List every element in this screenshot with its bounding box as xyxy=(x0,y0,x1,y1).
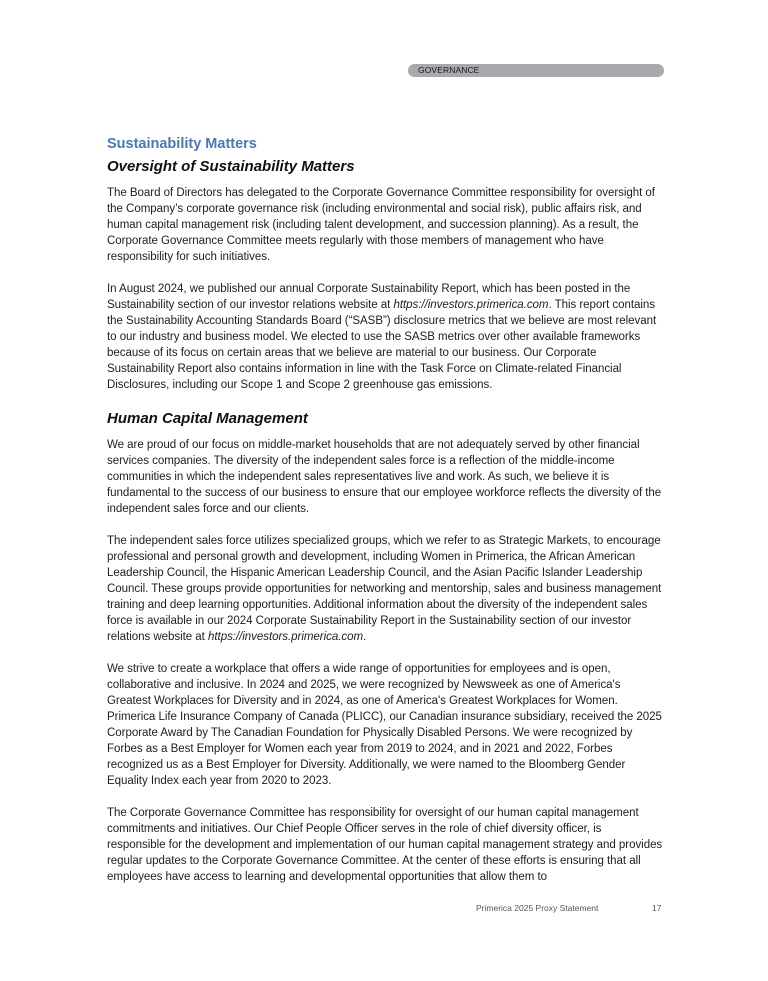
page-footer xyxy=(476,903,662,913)
page-number: 17 xyxy=(652,903,662,913)
paragraph: The Board of Directors has delegated to the Corporate Governance Committee responsibility for oversight of the Company’s corporate governance risk (including environmental and social risk), public affairs risk, and human capital management risk (including talent development, and succession planning). As a result, the Corporate Governance Committee meets regularly with those members of management who have responsibility for such initiatives. xyxy=(107,187,655,263)
paragraph: In August 2024, we published our annual Corporate Sustainability Report, which has been posted in the Sustainability section of our investor relations website at https://investors.primerica.com. This report contains the Sustainability Accounting Standards Board (“SASB”) disclosure metrics that we believe are most relevant to our industry and business model. We elected to use the SASB metrics over other available frameworks because of its focus on certain areas that we believe are material to our business. Our Corporate Sustainability Report also contains information in line with the Task Force on Climate-related Financial Disclosures, including our Scope 1 and Scope 2 greenhouse gas emissions. xyxy=(107,283,657,391)
subsection-title-oversight: Oversight of Sustainability Matters xyxy=(107,158,355,175)
section-tab-label: GOVERNANCE xyxy=(418,65,480,75)
paragraph: The independent sales force utilizes specialized groups, which we refer to as Strategic Markets, to encourage professional and personal growth and development, including Women in Primerica, the African American Leadership Council, the Hispanic American Leadership Council, and the Asian Pacific Islander Leadership Council. These groups provide opportunities for networking and mentorship, sales and business management training and deep learning opportunities. Additional information about the diversity of the independent sales force is available in our 2024 Corporate Sustainability Report in the Sustainability section of our investor relations website at https://investors.primerica.com. xyxy=(107,535,662,643)
paragraph: The Corporate Governance Committee has responsibility for oversight of our human capital management commitments and initiatives. Our Chief People Officer serves in the role of chief diversity officer, is responsible for the development and implementation of our human capital management strategy and provides regular updates to the Corporate Governance Committee. At the center of these efforts is ensuring that all employees have access to learning and developmental opportunities that allow them to xyxy=(107,807,663,883)
paragraph: We strive to create a workplace that offers a wide range of opportunities for employees and is open, collaborative and inclusive. In 2024 and 2025, we were recognized by Newsweek as one of America's Greatest Workplaces for Diversity and in 2024, as one of America's Greatest Workplaces for Women. Primerica Life Insurance Company of Canada (PLICC), our Canadian insurance subsidiary, received the 2025 Corporate Award by The Canadian Foundation for Physically Disabled Persons. We were recognized by Forbes as a Best Employer for Women each year from 2019 to 2024, and in 2021 and 2022, Forbes recognized us as a Best Employer for Diversity. Additionally, we were named to the Bloomberg Gender Equality Index each year from 2020 to 2023. xyxy=(107,663,662,787)
section-title: Sustainability Matters xyxy=(107,136,257,152)
investor-relations-link[interactable]: https://investors.primerica.com xyxy=(393,299,549,311)
paragraph: We are proud of our focus on middle-market households that are not adequately served by other financial services companies. The diversity of the independent sales force is a reflection of the middle-income communities in which the independent sales representatives live and work. As such, we believe it is fundamental to the success of our business to ensure that our employee workforce reflects the diversity of the independent sales force and our clients. xyxy=(107,439,662,515)
subsection-title-human-capital: Human Capital Management xyxy=(107,410,308,427)
footer-document-title: Primerica 2025 Proxy Statement xyxy=(476,903,599,913)
section-tab-governance xyxy=(408,64,664,77)
page-content xyxy=(107,134,663,901)
investor-relations-link[interactable]: https://investors.primerica.com xyxy=(208,631,364,643)
